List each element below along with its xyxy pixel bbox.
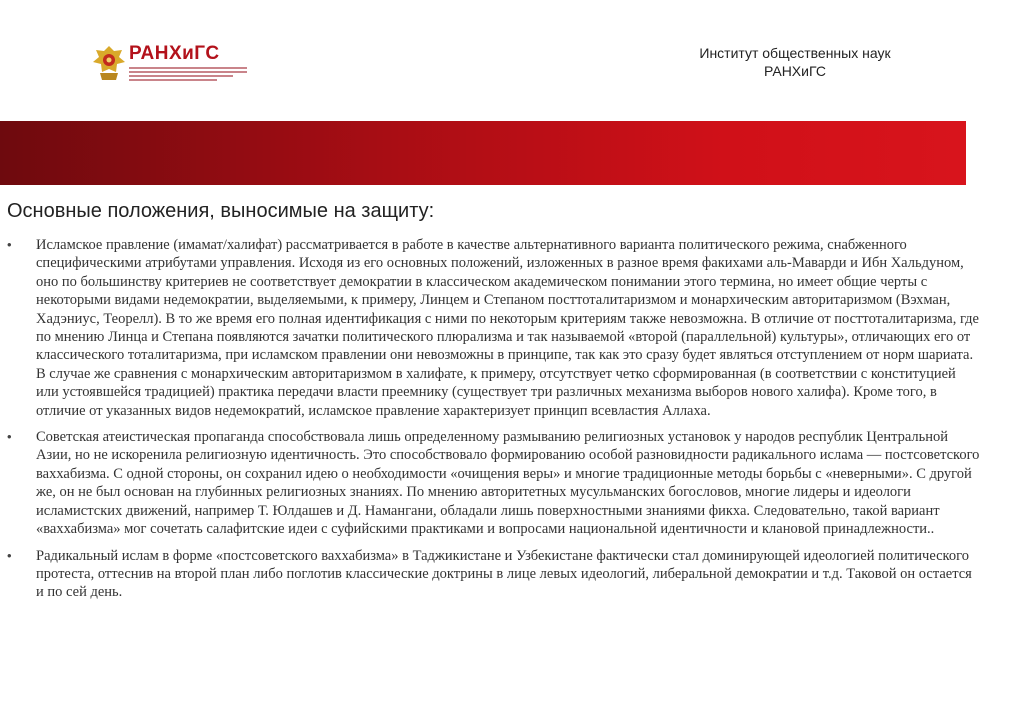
bullet-item: • Исламское правление (имамат/халифат) рассматривается в работе в качестве альтернативного варианта политического режима, снабженного специфическими атрибутами управления. Исходя из его основных положений, изложенных в разное время факихами аль-Маварди и Ибн Хальдуном, оно по большинству критериев не соответствует демократии в классическом академическом понимании этого термина, но имеет общие черты с некоторыми видами недемократии, выделяемыми, к примеру, Линцем и Степаном посттоталитаризмом и монархическим авторитаризмом (Вэхман, Хадэниус, Теорелл). В то же время его полная идентификация с ними по некоторым критериям также невозможна. В отличие от посттоталитаризма, где по мнению Линца и Степана появляются зачатки политического плюрализма и так называемой «второй (параллельной) культуры», отличающих его от классического тоталитаризма, при исламском правлении они невозможны в принципе, так как это сразу будет являться отступлением от норм шариата. В случае же сравнения с монархическим авторитаризмом в халифате, к примеру, отсутствует четко сформированная (в соответствии с конституцией или устоявшейся традицией) практика передачи власти преемнику (существует три различных механизма выборов нового халифа). Кроме того, в отличие от указанных видов недемократий, исламское правление характеризует принцип всевластия Аллаха. [7,236,982,420]
logo-wordmark: РАНХиГС [129,42,220,64]
bullet-item: • Радикальный ислам в форме «постсоветского ваххабизма» в Таджикистане и Узбекистане фактически стал доминирующей идеологией политического протеста, оттеснив на второй план либо поглотив классические доктрины в лице левых идеологий, либеральной демократии и т.д. Таковой он остается и по сей день. [7,547,982,602]
logo-caption-lines [129,65,247,81]
slide-title: Основные положения, выносимые на защиту: [7,200,435,222]
institute-line-1: Институт общественных наук [699,45,891,61]
bullet-list [7,236,982,610]
ranepa-logo [92,42,247,82]
eagle-emblem-icon [92,42,126,82]
bullet-item: • Советская атеистическая пропаганда способствовала лишь определенному размыванию религиозных установок у народов республик Центральной Азии, но не искоренила религиозную идентичность. Это способствовало формированию особой разновидности радикального ислама — постсоветского ваххабизма. С одной стороны, он сохранил идею о необходимости «очищения веры» и многие традиционные методы борьбы с «неверными». С другой же, он не был основан на глубинных религиозных знаниях. По мнению авторитетных мусульманских богословов, многие лидеры и идеологи исламистских движений, например Т. Юлдашев и Д. Намангани, обладали лишь поверхностными знаниями фикха. Следовательно, такой вариант «ваххабизма» мог сочетать салафитские идеи с суфийскими практиками и вопросами национальной идентичности и клановой принадлежности.. [7,428,982,538]
institute-name [680,44,910,80]
red-banner [0,121,966,185]
institute-line-2: РАНХиГС [763,63,827,79]
